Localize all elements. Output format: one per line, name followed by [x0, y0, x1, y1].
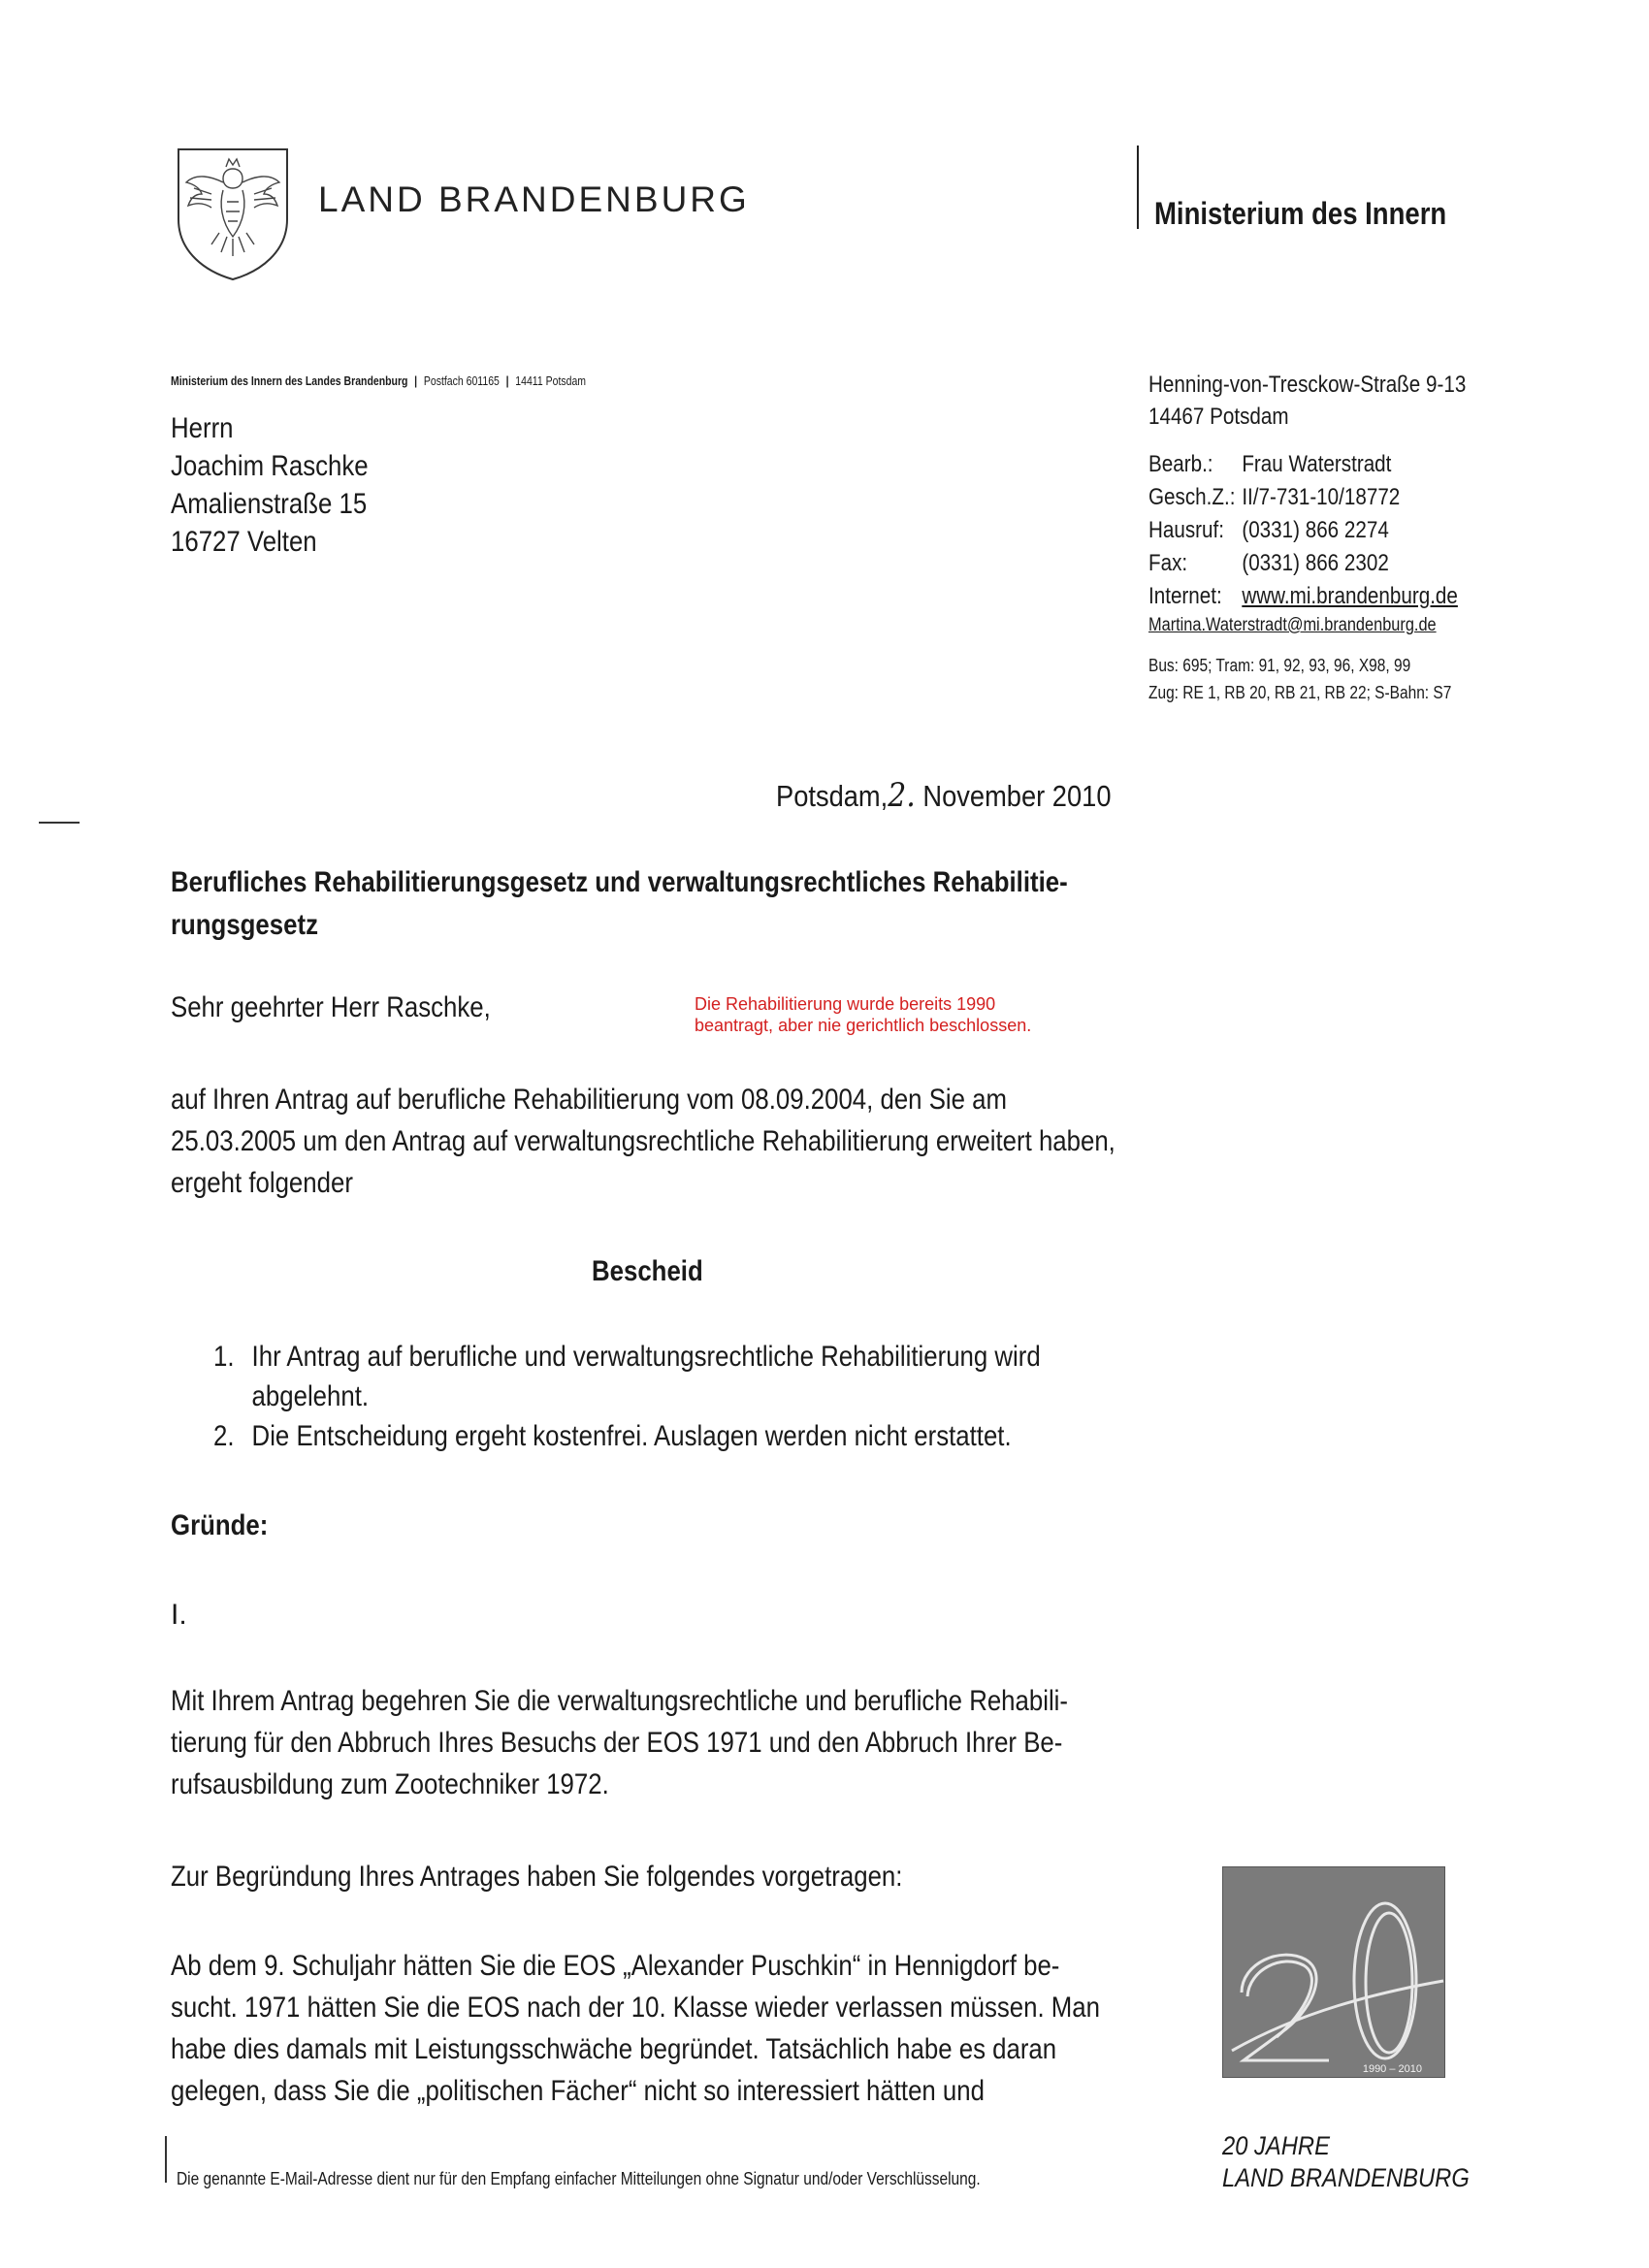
email-link[interactable]: Martina.Waterstradt@mi.brandenburg.de	[1148, 615, 1437, 635]
date-place: Potsdam,	[776, 779, 889, 813]
annotation-note	[695, 993, 1031, 1036]
contact-row	[1148, 514, 1458, 547]
contact-block	[1148, 369, 1466, 706]
body-paragraph: Zur Begründung Ihres Antrages haben Sie folgendes vorgetragen:	[171, 1861, 903, 1893]
ministry-name: Ministerium des Innern	[1154, 196, 1447, 231]
sender-line	[171, 374, 586, 388]
letter-subject: Berufliches Rehabilitierungsgesetz und verwaltungsrechtliches Rehabilitie-rungsgesetz	[171, 866, 1068, 941]
decision-title: Bescheid	[592, 1255, 703, 1287]
letter-salutation: Sehr geehrter Herr Raschke,	[171, 991, 491, 1023]
list-item-text: Die Entscheidung ergeht kostenfrei. Auslagen werden nicht erstattet.	[251, 1420, 1012, 1452]
anniversary-caption-line: 20 JAHRE	[1222, 2131, 1330, 2160]
recipient-name: Joachim Raschke	[171, 450, 369, 482]
anniversary-caption-line: LAND BRANDENBURG	[1222, 2163, 1470, 2192]
anniversary-logo-icon	[1222, 1866, 1445, 2078]
footer-disclaimer: Die genannte E-Mail-Adresse dient nur für den Empfang einfacher Mitteilungen ohne Signatur und/oder Verschlüsselung.	[177, 2169, 981, 2188]
recipient-salutation: Herrn	[171, 412, 234, 444]
decision-list	[213, 1337, 1089, 1456]
contact-label: Bearb.:	[1148, 451, 1213, 477]
ministry-city: 14467 Potsdam	[1148, 404, 1289, 430]
contact-label: Internet:	[1148, 583, 1222, 609]
sender-city: 14411 Potsdam	[515, 374, 587, 388]
fold-mark	[39, 822, 80, 824]
contact-row	[1148, 448, 1458, 481]
transport-train: Zug: RE 1, RB 20, RB 21, RB 22; S-Bahn: S7	[1148, 683, 1452, 702]
date-month-year: November 2010	[922, 779, 1112, 813]
header-divider	[1137, 146, 1139, 229]
anniversary-years: 1990 – 2010	[1362, 2063, 1422, 2075]
website-link[interactable]: www.mi.brandenburg.de	[1242, 583, 1458, 609]
contact-value: (0331) 866 2302	[1242, 550, 1389, 576]
list-item-number: 2.	[213, 1420, 235, 1452]
sender-postbox: Postfach 601165	[423, 374, 500, 388]
contact-row	[1148, 481, 1458, 514]
sender-separator: |	[505, 374, 509, 388]
body-paragraph: Mit Ihrem Antrag begehren Sie die verwaltungsrechtliche und berufliche Rehabili-tierung für den Abbruch Ihres Besuchs der EOS 1971 und den Abbruch Ihrer Be-rufsausbildung zum Zootechniker 1972.	[171, 1685, 1069, 1800]
list-item	[213, 1416, 1089, 1456]
recipient-address	[171, 409, 369, 561]
contact-label: Fax:	[1148, 550, 1188, 576]
coat-of-arms-icon	[173, 144, 293, 281]
recipient-city: 16727 Velten	[171, 526, 317, 558]
contact-value: (0331) 866 2274	[1242, 517, 1389, 543]
footer-divider	[165, 2136, 167, 2183]
contact-label: Hausruf:	[1148, 517, 1225, 543]
list-item-text: Ihr Antrag auf berufliche und verwaltungsrechtliche Rehabilitierung wird abgelehnt.	[251, 1341, 1041, 1412]
contact-row	[1148, 547, 1458, 580]
state-name: LAND BRANDENBURG	[318, 179, 750, 219]
reasons-title: Gründe:	[171, 1509, 269, 1541]
intro-paragraph: auf Ihren Antrag auf berufliche Rehabilitierung vom 08.09.2004, den Sie am 25.03.2005 um den Antrag auf verwaltungsrechtliche Rehabilitierung erweitert haben, ergeht folgender	[171, 1084, 1116, 1199]
section-number: I.	[171, 1599, 187, 1631]
letter-date	[776, 776, 1111, 815]
anniversary-caption	[1222, 2130, 1470, 2194]
contact-value: Frau Waterstradt	[1242, 451, 1392, 477]
annotation-line: beantragt, aber nie gerichtlich beschlossen.	[695, 1016, 1032, 1035]
contact-value: II/7-731-10/18772	[1242, 484, 1401, 510]
contact-row	[1148, 580, 1458, 613]
transport-bus-tram: Bus: 695; Tram: 91, 92, 93, 96, X98, 99	[1148, 656, 1411, 675]
ministry-street: Henning-von-Tresckow-Straße 9-13	[1148, 372, 1467, 398]
recipient-street: Amalienstraße 15	[171, 488, 368, 520]
body-paragraph: Ab dem 9. Schuljahr hätten Sie die EOS „Alexander Puschkin“ in Hennigdorf be-sucht. 1971 hätten Sie die EOS nach der 10. Klasse wieder verlassen müssen. Man habe dies damals mit Leistungsschwäche begründet. Tatsächlich habe es daran gelegen, dass Sie die „politischen Fächer“ nicht so interessiert hätten und	[171, 1950, 1101, 2107]
list-item	[213, 1337, 1089, 1416]
sender-separator: |	[414, 374, 418, 388]
list-item-number: 1.	[213, 1341, 235, 1373]
annotation-line: Die Rehabilitierung wurde bereits 1990	[695, 994, 996, 1014]
sender-org: Ministerium des Innern des Landes Brandenburg	[171, 374, 408, 388]
date-day-handwritten: 2.	[888, 776, 916, 815]
contact-table	[1148, 448, 1458, 613]
contact-label: Gesch.Z.:	[1148, 484, 1236, 510]
